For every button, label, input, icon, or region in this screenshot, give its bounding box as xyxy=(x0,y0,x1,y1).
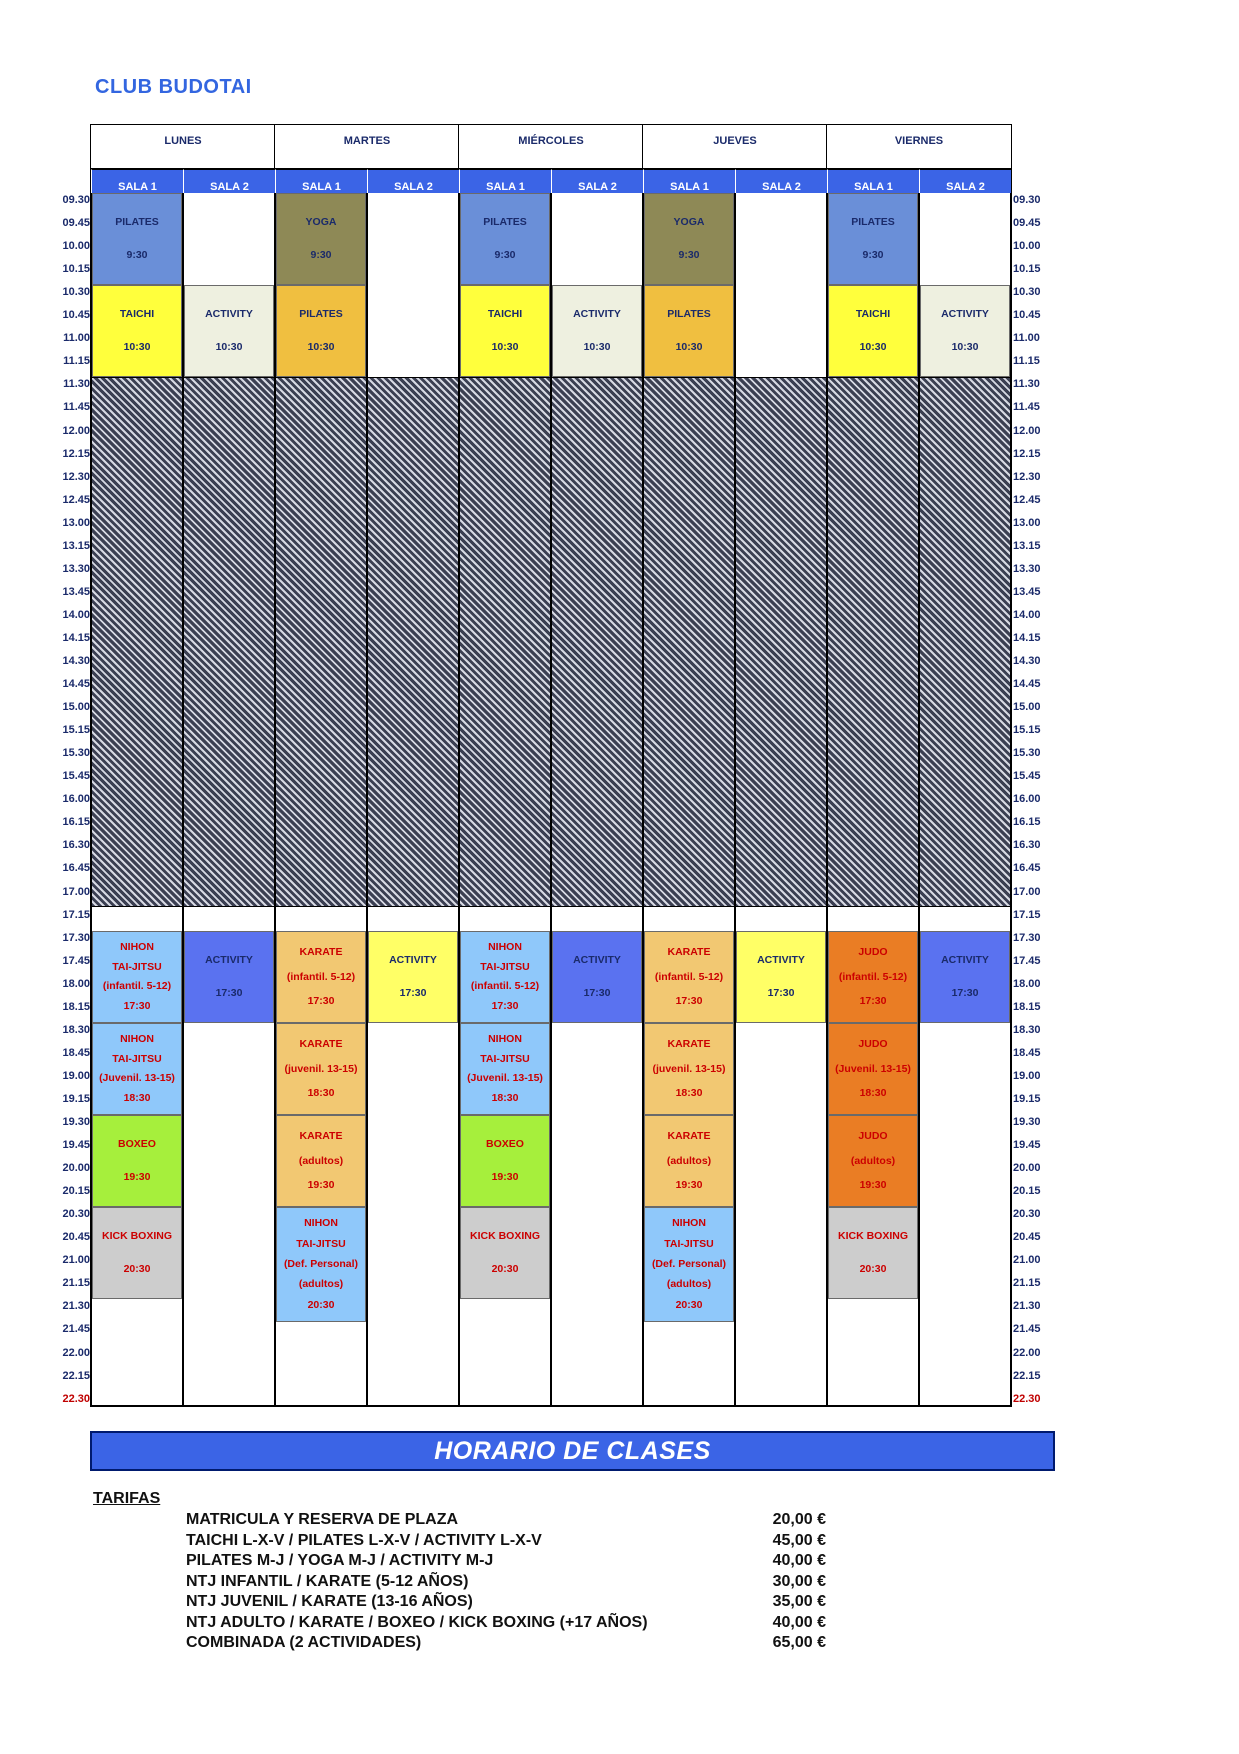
time-label: 22.30 xyxy=(62,1393,90,1405)
time-label: 10.15 xyxy=(1013,263,1041,275)
sala-header: SALA 2 xyxy=(367,169,459,193)
time-label: 16.00 xyxy=(1013,793,1041,805)
time-label: 22.30 xyxy=(1013,1393,1041,1405)
time-label: 13.00 xyxy=(62,517,90,529)
class-detail: (adultos) xyxy=(850,1154,896,1167)
fee-row xyxy=(186,1511,826,1531)
class-time: 9:30 xyxy=(310,249,332,261)
fee-price: 20,00 € xyxy=(772,1511,826,1528)
class-block[interactable] xyxy=(828,1207,918,1299)
class-name: PILATES xyxy=(115,216,159,228)
time-label: 18.00 xyxy=(1013,978,1041,990)
grid-line xyxy=(1010,124,1012,1406)
class-name: BOXEO xyxy=(486,1138,524,1150)
grid-line xyxy=(366,193,368,1406)
class-name: JUDO xyxy=(858,1129,888,1142)
grid-bottom-border xyxy=(90,1405,1012,1407)
class-detail: (juvenil. 13-15) xyxy=(652,1062,726,1075)
class-name: KARATE xyxy=(299,945,343,958)
class-block[interactable] xyxy=(644,1207,734,1322)
class-detail: (adultos) xyxy=(298,1278,344,1291)
class-detail: (adultos) xyxy=(666,1154,712,1167)
class-name: KARATE xyxy=(667,1037,711,1050)
time-label: 12.15 xyxy=(1013,448,1041,460)
fee-description: PILATES M-J / YOGA M-J / ACTIVITY M-J xyxy=(186,1552,494,1569)
class-time: 10:30 xyxy=(123,341,151,353)
class-block[interactable] xyxy=(644,1115,734,1207)
fee-price: 35,00 € xyxy=(772,1593,826,1610)
time-label: 16.45 xyxy=(1013,862,1041,874)
time-label: 18.15 xyxy=(62,1001,90,1013)
sala-header: SALA 2 xyxy=(551,169,643,193)
class-time: 18:30 xyxy=(491,1092,519,1105)
time-label: 22.15 xyxy=(62,1370,90,1382)
time-label: 21.00 xyxy=(62,1254,90,1266)
time-label: 09.30 xyxy=(62,194,90,206)
class-detail: (Juvenil. 13-15) xyxy=(467,1072,543,1085)
class-detail: (infantil. 5-12) xyxy=(102,980,172,993)
class-name: BOXEO xyxy=(118,1138,156,1150)
time-label: 17.30 xyxy=(1013,932,1041,944)
class-time: 17:30 xyxy=(399,987,427,999)
class-time: 10:30 xyxy=(951,341,979,353)
class-block[interactable] xyxy=(92,931,182,1023)
grid-line xyxy=(274,124,276,1406)
fee-row xyxy=(186,1532,826,1552)
time-column-right xyxy=(1013,193,1053,1415)
time-label: 13.30 xyxy=(1013,563,1041,575)
time-label: 15.30 xyxy=(62,747,90,759)
class-detail: (Juvenil. 13-15) xyxy=(99,1072,175,1085)
time-label: 18.00 xyxy=(62,978,90,990)
class-name: NIHON xyxy=(120,1032,154,1045)
class-time: 20:30 xyxy=(123,1263,151,1275)
time-label: 11.15 xyxy=(1013,355,1040,367)
class-time: 19:30 xyxy=(491,1171,519,1183)
time-label: 12.00 xyxy=(62,425,90,437)
class-block[interactable] xyxy=(276,1115,366,1207)
time-label: 21.15 xyxy=(62,1277,90,1289)
class-time: 17:30 xyxy=(767,987,795,999)
day-header: MARTES xyxy=(274,124,460,169)
time-label: 11.30 xyxy=(63,378,90,390)
fee-description: NTJ JUVENIL / KARATE (13-16 AÑOS) xyxy=(186,1593,473,1610)
fee-row xyxy=(186,1552,826,1572)
class-detail: TAI-JITSU xyxy=(112,960,162,973)
time-label: 12.30 xyxy=(62,471,90,483)
time-label: 10.30 xyxy=(62,286,90,298)
time-label: 21.15 xyxy=(1013,1277,1041,1289)
grid-line xyxy=(182,193,184,1406)
class-time: 17:30 xyxy=(859,995,887,1008)
time-label: 14.15 xyxy=(62,632,90,644)
fee-row xyxy=(186,1593,826,1613)
class-block[interactable] xyxy=(460,285,550,377)
class-time: 17:30 xyxy=(951,987,979,999)
class-time: 9:30 xyxy=(862,249,884,261)
class-time: 9:30 xyxy=(494,249,516,261)
sala-header: SALA 2 xyxy=(919,169,1011,193)
time-label: 10.15 xyxy=(62,263,90,275)
class-time: 20:30 xyxy=(307,1298,335,1311)
time-label: 12.15 xyxy=(62,448,90,460)
time-label: 11.45 xyxy=(1013,401,1040,413)
time-label: 20.45 xyxy=(1013,1231,1041,1243)
class-name: ACTIVITY xyxy=(941,308,989,320)
class-block[interactable] xyxy=(736,931,826,1023)
class-name: ACTIVITY xyxy=(205,954,253,966)
class-time: 10:30 xyxy=(307,341,335,353)
fee-price: 40,00 € xyxy=(772,1552,826,1569)
time-label: 12.45 xyxy=(62,494,90,506)
class-block[interactable] xyxy=(644,193,734,285)
time-label: 15.15 xyxy=(1013,724,1041,736)
fee-price: 65,00 € xyxy=(772,1634,826,1651)
time-label: 14.30 xyxy=(1013,655,1041,667)
time-label: 10.30 xyxy=(1013,286,1041,298)
class-block[interactable] xyxy=(828,193,918,285)
class-name: ACTIVITY xyxy=(941,954,989,966)
class-block[interactable] xyxy=(276,931,366,1023)
class-name: YOGA xyxy=(305,216,337,228)
class-time: 18:30 xyxy=(859,1087,887,1100)
class-block[interactable] xyxy=(276,1207,366,1322)
time-label: 18.30 xyxy=(1013,1024,1041,1036)
time-label: 14.45 xyxy=(1013,678,1041,690)
class-time: 19:30 xyxy=(123,1171,151,1183)
time-label: 15.00 xyxy=(62,701,90,713)
class-time: 17:30 xyxy=(307,995,335,1008)
class-time: 17:30 xyxy=(583,987,611,999)
class-name: YOGA xyxy=(673,216,705,228)
sala-header: SALA 2 xyxy=(735,169,827,193)
time-label: 19.45 xyxy=(1013,1139,1041,1151)
class-name: KARATE xyxy=(299,1037,343,1050)
time-label: 17.00 xyxy=(62,886,90,898)
class-name: JUDO xyxy=(858,1037,888,1050)
time-label: 20.00 xyxy=(1013,1162,1041,1174)
time-label: 09.45 xyxy=(62,217,90,229)
class-block[interactable] xyxy=(552,931,642,1023)
time-label: 15.00 xyxy=(1013,701,1041,713)
time-label: 20.15 xyxy=(1013,1185,1041,1197)
time-label: 20.30 xyxy=(1013,1208,1041,1220)
class-block[interactable] xyxy=(460,1207,550,1299)
class-name: KARATE xyxy=(667,945,711,958)
time-label: 16.15 xyxy=(62,816,90,828)
class-name: KARATE xyxy=(299,1129,343,1142)
class-block[interactable] xyxy=(552,285,642,377)
grid-line xyxy=(550,193,552,1406)
time-label: 18.30 xyxy=(62,1024,90,1036)
class-name: ACTIVITY xyxy=(573,954,621,966)
class-time: 10:30 xyxy=(583,341,611,353)
time-label: 21.45 xyxy=(62,1323,90,1335)
time-label: 12.30 xyxy=(1013,471,1041,483)
time-label: 10.00 xyxy=(1013,240,1041,252)
class-block[interactable] xyxy=(920,285,1010,377)
class-block[interactable] xyxy=(276,193,366,285)
grid-line xyxy=(734,193,736,1406)
class-block[interactable] xyxy=(920,931,1010,1023)
time-label: 22.00 xyxy=(62,1347,90,1359)
class-block[interactable] xyxy=(276,285,366,377)
time-label: 13.15 xyxy=(1013,540,1041,552)
time-label: 11.45 xyxy=(63,401,90,413)
time-label: 17.15 xyxy=(62,909,90,921)
class-time: 18:30 xyxy=(307,1087,335,1100)
time-label: 17.45 xyxy=(62,955,90,967)
time-label: 19.30 xyxy=(1013,1116,1041,1128)
class-name: NIHON xyxy=(120,940,154,953)
class-block[interactable] xyxy=(828,1023,918,1115)
class-name: PILATES xyxy=(299,308,343,320)
time-label: 13.45 xyxy=(1013,586,1041,598)
class-block[interactable] xyxy=(184,285,274,377)
time-label: 10.00 xyxy=(62,240,90,252)
tarifas-heading: TARIFAS xyxy=(93,1490,161,1507)
time-label: 21.45 xyxy=(1013,1323,1041,1335)
class-time: 10:30 xyxy=(675,341,703,353)
grid-line xyxy=(918,193,920,1406)
class-time: 9:30 xyxy=(678,249,700,261)
time-label: 17.00 xyxy=(1013,886,1041,898)
class-name: TAICHI xyxy=(487,308,523,320)
class-detail: TAI-JITSU xyxy=(296,1237,346,1250)
time-label: 19.45 xyxy=(62,1139,90,1151)
club-title: CLUB BUDOTAI xyxy=(95,76,252,98)
time-label: 18.15 xyxy=(1013,1001,1041,1013)
time-label: 14.00 xyxy=(62,609,90,621)
class-time: 17:30 xyxy=(215,987,243,999)
time-label: 19.15 xyxy=(1013,1093,1041,1105)
class-block[interactable] xyxy=(92,193,182,285)
time-label: 20.00 xyxy=(62,1162,90,1174)
time-label: 16.30 xyxy=(1013,839,1041,851)
class-name: KICK BOXING xyxy=(101,1230,172,1242)
class-block[interactable] xyxy=(184,931,274,1023)
class-time: 20:30 xyxy=(675,1298,703,1311)
class-time: 18:30 xyxy=(123,1092,151,1105)
time-label: 13.45 xyxy=(62,586,90,598)
day-header: JUEVES xyxy=(642,124,828,169)
class-name: JUDO xyxy=(858,945,888,958)
sala-header: SALA 1 xyxy=(91,169,183,193)
time-label: 09.45 xyxy=(1013,217,1041,229)
class-block[interactable] xyxy=(368,931,458,1023)
class-name: KICK BOXING xyxy=(837,1230,908,1242)
banner-title: HORARIO DE CLASES xyxy=(434,1436,711,1465)
sala-header: SALA 2 xyxy=(183,169,275,193)
time-label: 13.30 xyxy=(62,563,90,575)
fee-row xyxy=(186,1634,826,1654)
time-label: 19.30 xyxy=(62,1116,90,1128)
day-header: VIERNES xyxy=(826,124,1012,169)
time-label: 22.00 xyxy=(1013,1347,1041,1359)
time-label: 10.45 xyxy=(1013,309,1041,321)
class-block[interactable] xyxy=(828,1115,918,1207)
class-name: TAICHI xyxy=(119,308,155,320)
time-label: 16.15 xyxy=(1013,816,1041,828)
class-detail: (adultos) xyxy=(666,1278,712,1291)
time-label: 09.30 xyxy=(1013,194,1041,206)
class-time: 9:30 xyxy=(126,249,148,261)
class-detail: (infantil. 5-12) xyxy=(286,970,356,983)
fee-description: NTJ INFANTIL / KARATE (5-12 AÑOS) xyxy=(186,1573,469,1590)
class-block[interactable] xyxy=(460,1115,550,1207)
fee-row xyxy=(186,1614,826,1634)
class-name: ACTIVITY xyxy=(205,308,253,320)
class-block[interactable] xyxy=(460,931,550,1023)
class-detail: (Def. Personal) xyxy=(651,1257,727,1270)
class-detail: (infantil. 5-12) xyxy=(654,970,724,983)
class-name: NIHON xyxy=(488,940,522,953)
time-label: 19.00 xyxy=(1013,1070,1041,1082)
fee-description: TAICHI L-X-V / PILATES L-X-V / ACTIVITY L-X-V xyxy=(186,1532,542,1549)
class-block[interactable] xyxy=(644,931,734,1023)
time-label: 14.15 xyxy=(1013,632,1041,644)
class-block[interactable] xyxy=(92,1023,182,1115)
time-label: 20.45 xyxy=(62,1231,90,1243)
time-column-left xyxy=(50,193,90,1415)
time-label: 19.00 xyxy=(62,1070,90,1082)
time-label: 17.45 xyxy=(1013,955,1041,967)
time-label: 11.30 xyxy=(1013,378,1040,390)
time-label: 16.00 xyxy=(62,793,90,805)
sala-header: SALA 1 xyxy=(827,169,919,193)
time-label: 10.45 xyxy=(62,309,90,321)
time-label: 13.00 xyxy=(1013,517,1041,529)
class-name: NIHON xyxy=(672,1217,706,1230)
class-detail: (Def. Personal) xyxy=(283,1257,359,1270)
fee-price: 45,00 € xyxy=(772,1532,826,1549)
fee-price: 30,00 € xyxy=(772,1573,826,1590)
sala-header: SALA 1 xyxy=(643,169,735,193)
class-name: NIHON xyxy=(488,1032,522,1045)
sala-header: SALA 1 xyxy=(459,169,551,193)
class-time: 19:30 xyxy=(859,1179,887,1192)
time-label: 13.15 xyxy=(62,540,90,552)
class-name: KICK BOXING xyxy=(469,1230,540,1242)
class-name: KARATE xyxy=(667,1129,711,1142)
class-block[interactable] xyxy=(460,193,550,285)
class-block[interactable] xyxy=(92,1207,182,1299)
schedule-banner xyxy=(90,1431,1055,1471)
class-time: 17:30 xyxy=(123,1000,151,1013)
class-time: 19:30 xyxy=(675,1179,703,1192)
class-time: 10:30 xyxy=(859,341,887,353)
class-time: 19:30 xyxy=(307,1179,335,1192)
fee-description: MATRICULA Y RESERVA DE PLAZA xyxy=(186,1511,459,1528)
class-detail: TAI-JITSU xyxy=(480,1052,530,1065)
class-block[interactable] xyxy=(276,1023,366,1115)
time-label: 15.30 xyxy=(1013,747,1041,759)
time-label: 14.45 xyxy=(62,678,90,690)
class-time: 20:30 xyxy=(859,1263,887,1275)
class-block[interactable] xyxy=(92,285,182,377)
time-label: 21.30 xyxy=(1013,1300,1041,1312)
fee-description: NTJ ADULTO / KARATE / BOXEO / KICK BOXING (+17 AÑOS) xyxy=(186,1614,648,1631)
time-label: 20.30 xyxy=(62,1208,90,1220)
fee-price: 40,00 € xyxy=(772,1614,826,1631)
time-label: 18.45 xyxy=(1013,1047,1041,1059)
grid-line xyxy=(826,124,828,1406)
class-name: ACTIVITY xyxy=(573,308,621,320)
class-time: 17:30 xyxy=(491,1000,519,1013)
time-label: 19.15 xyxy=(62,1093,90,1105)
grid-line xyxy=(458,124,460,1406)
class-name: ACTIVITY xyxy=(757,954,805,966)
time-label: 15.45 xyxy=(1013,770,1041,782)
fee-row xyxy=(186,1573,826,1593)
time-label: 11.00 xyxy=(1013,332,1040,344)
class-block[interactable] xyxy=(92,1115,182,1207)
class-name: TAICHI xyxy=(855,308,891,320)
class-time: 10:30 xyxy=(491,341,519,353)
class-block[interactable] xyxy=(460,1023,550,1115)
day-header: LUNES xyxy=(90,124,276,169)
class-block[interactable] xyxy=(828,931,918,1023)
sala-header: SALA 1 xyxy=(275,169,367,193)
class-name: PILATES xyxy=(851,216,895,228)
class-detail: TAI-JITSU xyxy=(480,960,530,973)
time-label: 21.00 xyxy=(1013,1254,1041,1266)
grid-line xyxy=(642,124,644,1406)
day-header: MIÉRCOLES xyxy=(458,124,644,169)
time-label: 15.15 xyxy=(62,724,90,736)
time-label: 14.00 xyxy=(1013,609,1041,621)
time-label: 15.45 xyxy=(62,770,90,782)
class-block[interactable] xyxy=(644,1023,734,1115)
time-label: 17.30 xyxy=(62,932,90,944)
time-label: 18.45 xyxy=(62,1047,90,1059)
class-time: 20:30 xyxy=(491,1263,519,1275)
class-name: PILATES xyxy=(667,308,711,320)
class-time: 10:30 xyxy=(215,341,243,353)
class-time: 17:30 xyxy=(675,995,703,1008)
time-label: 16.45 xyxy=(62,862,90,874)
time-label: 14.30 xyxy=(62,655,90,667)
time-label: 12.00 xyxy=(1013,425,1041,437)
time-label: 12.45 xyxy=(1013,494,1041,506)
class-block[interactable] xyxy=(644,285,734,377)
class-block[interactable] xyxy=(828,285,918,377)
time-label: 21.30 xyxy=(62,1300,90,1312)
grid-line xyxy=(90,124,92,1406)
fee-description: COMBINADA (2 ACTIVIDADES) xyxy=(186,1634,422,1651)
class-detail: (juvenil. 13-15) xyxy=(284,1062,358,1075)
class-detail: TAI-JITSU xyxy=(664,1237,714,1250)
time-label: 17.15 xyxy=(1013,909,1041,921)
time-label: 20.15 xyxy=(62,1185,90,1197)
class-name: PILATES xyxy=(483,216,527,228)
class-detail: (adultos) xyxy=(298,1154,344,1167)
class-detail: TAI-JITSU xyxy=(112,1052,162,1065)
time-label: 16.30 xyxy=(62,839,90,851)
time-label: 22.15 xyxy=(1013,1370,1041,1382)
class-name: ACTIVITY xyxy=(389,954,437,966)
time-label: 11.00 xyxy=(63,332,90,344)
class-detail: (infantil. 5-12) xyxy=(838,970,908,983)
class-detail: (infantil. 5-12) xyxy=(470,980,540,993)
class-time: 18:30 xyxy=(675,1087,703,1100)
class-name: NIHON xyxy=(304,1217,338,1230)
class-detail: (Juvenil. 13-15) xyxy=(835,1062,911,1075)
time-label: 11.15 xyxy=(63,355,90,367)
